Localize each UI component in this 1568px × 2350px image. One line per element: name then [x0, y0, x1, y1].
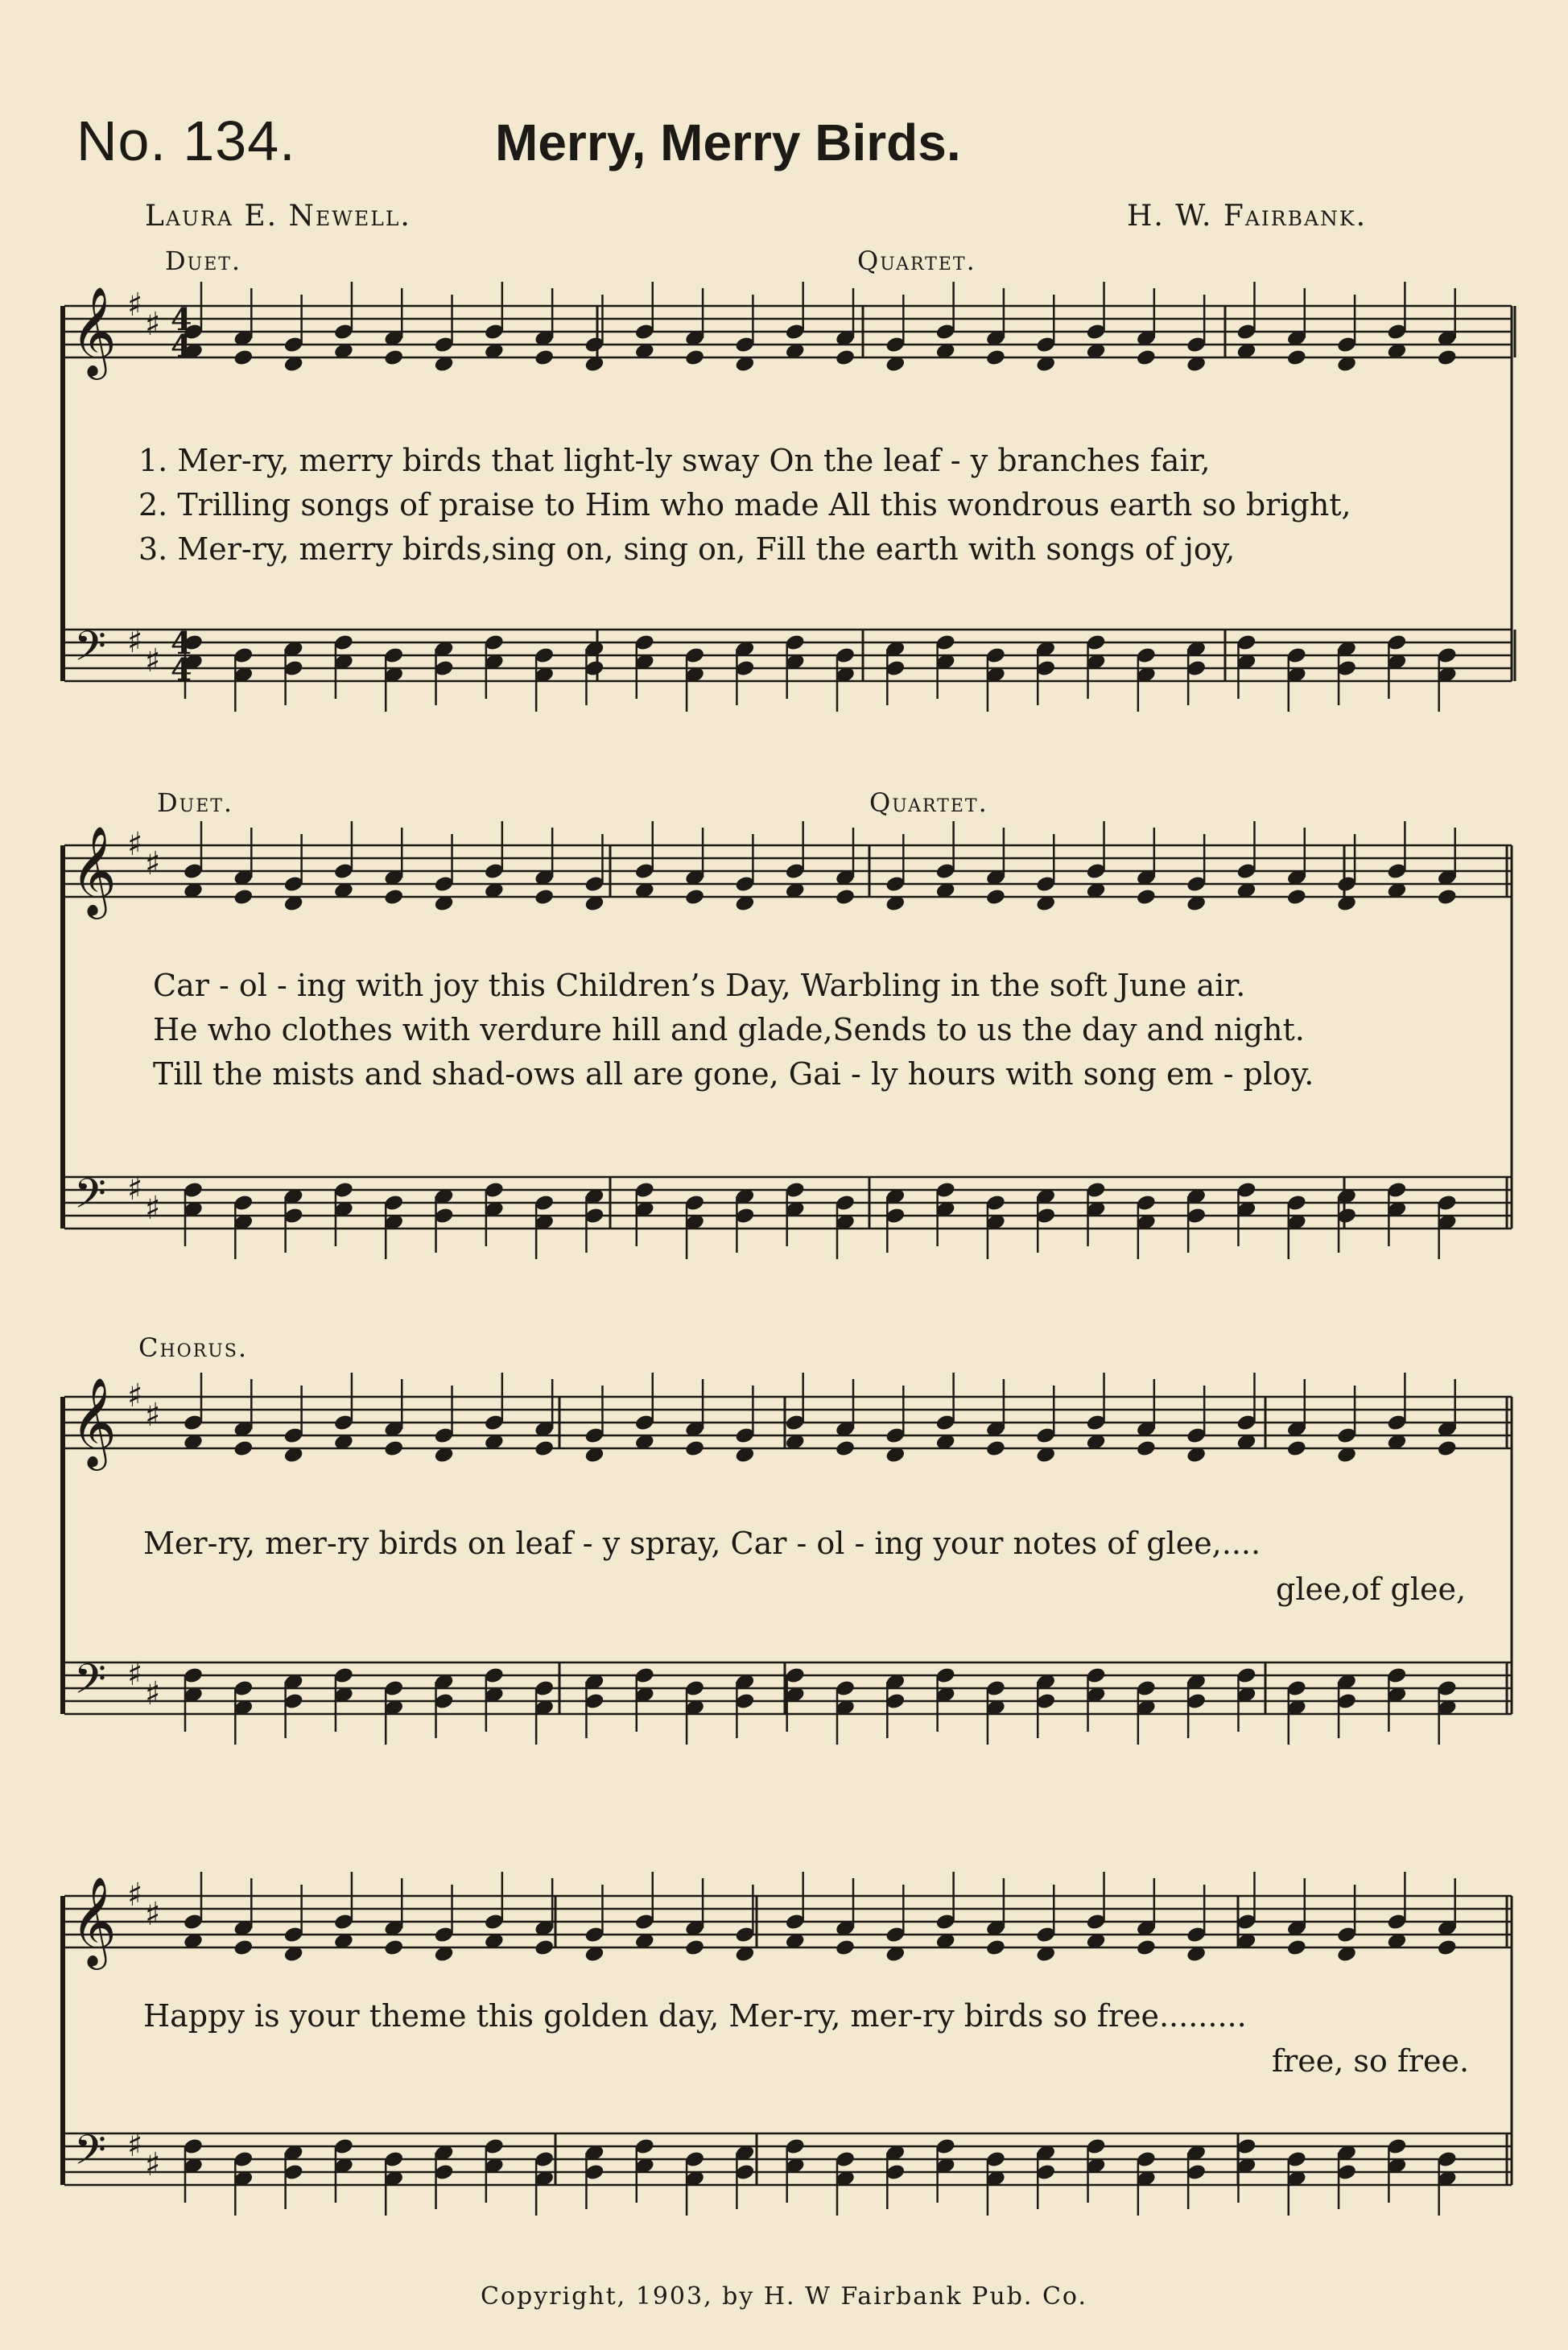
time-signature-top: 4 — [171, 625, 192, 661]
note-head — [534, 1939, 555, 1957]
note-head — [534, 349, 555, 367]
bass-clef: 𝄢 — [74, 2125, 106, 2184]
note-head — [835, 1939, 856, 1957]
copyright-notice: Copyright, 1903, by H. W Fairbank Pub. Co. — [480, 2282, 1087, 2311]
duet-marker-1: Duet. — [165, 246, 242, 276]
note-head — [684, 888, 705, 907]
sharp-sign: ♯ — [145, 1397, 161, 1434]
note-head — [383, 1439, 404, 1458]
chorus-line2: Happy is your theme this golden day, Mer-ry, mer-ry birds so free......... — [143, 1998, 1247, 2034]
sharp-sign: ♯ — [145, 2146, 161, 2183]
note-head — [233, 888, 254, 907]
note-head — [233, 1939, 254, 1957]
treble-clef: 𝄞 — [71, 825, 117, 915]
treble-clef: 𝄞 — [71, 1377, 117, 1467]
chorus-echo1: glee,of glee, — [1276, 1571, 1467, 1607]
note-head — [1136, 349, 1157, 367]
note-head — [383, 349, 404, 367]
note-head — [233, 349, 254, 367]
note-head — [1286, 349, 1307, 367]
note-head — [1286, 1939, 1307, 1957]
sharp-sign: ♯ — [127, 826, 143, 863]
note-head — [985, 888, 1006, 907]
note-head — [383, 1939, 404, 1957]
note-head — [1136, 888, 1157, 907]
hymn-title: Merry, Merry Birds. — [495, 114, 961, 171]
chorus-echo2: free, so free. — [1272, 2043, 1470, 2079]
sharp-sign: ♯ — [127, 1377, 143, 1415]
duet-marker-2: Duet. — [157, 787, 234, 818]
note-head — [684, 349, 705, 367]
verse2-line2: He who clothes with verdure hill and glade,Sends to us the day and night. — [153, 1012, 1305, 1047]
sharp-sign: ♯ — [127, 1877, 143, 1914]
sharp-sign: ♯ — [127, 1171, 143, 1208]
sharp-sign: ♯ — [145, 845, 161, 882]
note-head — [835, 1439, 856, 1458]
bass-clef: 𝄢 — [74, 1169, 106, 1228]
note-head — [684, 1439, 705, 1458]
note-head — [1286, 1439, 1307, 1458]
sharp-sign: ♯ — [145, 1190, 161, 1227]
verse2-line1: Car - ol - ing with joy this Children’s Day, Warbling in the soft June air. — [153, 968, 1246, 1003]
sharp-sign: ♯ — [145, 1675, 161, 1712]
treble-clef: 𝄞 — [71, 1876, 117, 1966]
note-head — [233, 1439, 254, 1458]
sharp-sign: ♯ — [145, 642, 161, 679]
note-head — [985, 1439, 1006, 1458]
verse1-line1: 1. Mer-ry, merry birds that light-ly sway On the leaf - y branches fair, — [138, 443, 1211, 478]
time-signature-top: 4 — [171, 301, 192, 337]
sharp-sign: ♯ — [145, 1896, 161, 1933]
verse2-line3: Till the mists and shad-ows all are gone, Gai - ly hours with song em - ploy. — [153, 1056, 1314, 1092]
verse1-line3: 3. Mer-ry, merry birds,sing on, sing on, Fill the earth with songs of joy, — [138, 531, 1236, 567]
note-head — [1437, 888, 1458, 907]
treble-clef: 𝄞 — [71, 286, 117, 376]
note-head — [985, 1939, 1006, 1957]
composer: H. W. Fairbank. — [1127, 200, 1368, 233]
note-head — [383, 888, 404, 907]
note-head — [985, 349, 1006, 367]
sharp-sign: ♯ — [145, 306, 161, 343]
note-head — [1136, 1939, 1157, 1957]
note-head — [835, 888, 856, 907]
note-head — [1437, 1939, 1458, 1957]
note-head — [1286, 888, 1307, 907]
time-signature-bottom: 4 — [171, 651, 192, 688]
lyricist: Laura E. Newell. — [145, 200, 411, 233]
note-head — [1136, 1439, 1157, 1458]
time-signature-bottom: 4 — [171, 328, 192, 364]
sharp-sign: ♯ — [127, 623, 143, 660]
note-head — [835, 349, 856, 367]
chorus-marker: Chorus. — [138, 1332, 249, 1363]
quartet-marker-2: Quartet. — [869, 787, 988, 818]
note-head — [1437, 349, 1458, 367]
note-head — [534, 888, 555, 907]
note-head — [534, 1439, 555, 1458]
note-head — [1437, 1439, 1458, 1458]
sharp-sign: ♯ — [127, 287, 143, 324]
verse1-line2: 2. Trilling songs of praise to Him who made All this wondrous earth so bright, — [138, 487, 1351, 522]
bass-clef: 𝄢 — [74, 1654, 106, 1713]
sharp-sign: ♯ — [127, 1656, 143, 1693]
bass-clef: 𝄢 — [74, 622, 106, 680]
quartet-marker-1: Quartet. — [857, 246, 976, 276]
hymn-number: No. 134. — [76, 109, 296, 172]
chorus-line1: Mer-ry, mer-ry birds on leaf - y spray, Car - ol - ing your notes of glee,.... — [143, 1526, 1261, 1561]
sharp-sign: ♯ — [127, 2127, 143, 2164]
note-head — [684, 1939, 705, 1957]
